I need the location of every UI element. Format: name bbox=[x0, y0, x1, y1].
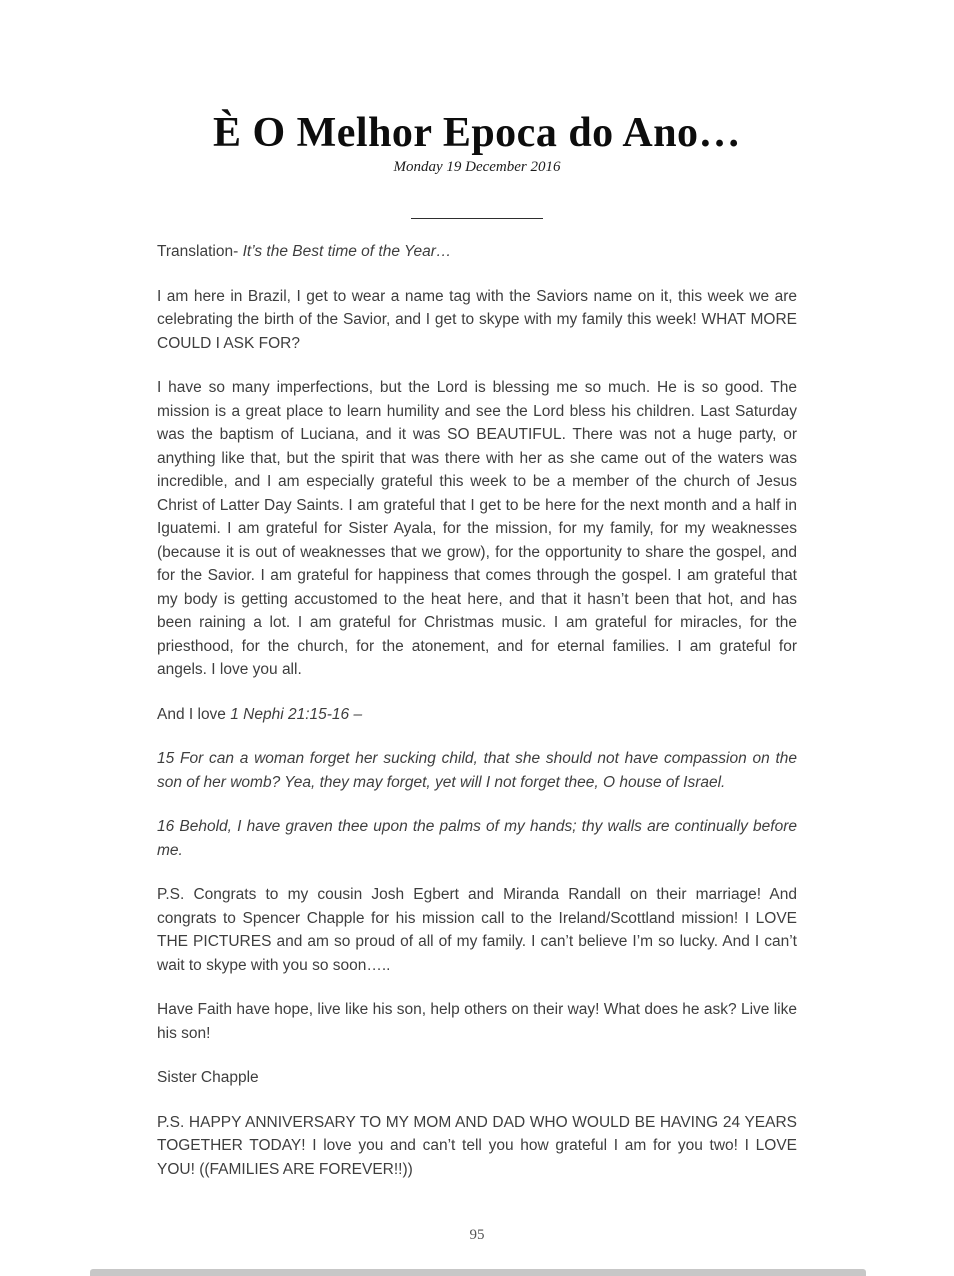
page-edge-shadow bbox=[90, 1269, 866, 1276]
post-body bbox=[157, 240, 797, 1181]
paragraph-verse-15: 15 For can a woman forget her sucking child, that she should not have compassion on the son of her womb? Yea, they may forget, yet will I not forget thee, O house of Israel. bbox=[157, 750, 797, 791]
nephi-label: And I love bbox=[157, 705, 231, 723]
post-title: È O Melhor Epoca do Ano… bbox=[212, 110, 742, 156]
paragraph-faith: Have Faith have hope, live like his son, help others on their way! What does he ask? Live like his son! bbox=[157, 1001, 797, 1042]
paragraph-brazil: I am here in Brazil, I get to wear a name tag with the Saviors name on it, this week we are celebrating the birth of the Savior, and I get to skype with my family this week! WHAT MORE COULD I ASK FOR? bbox=[157, 287, 797, 352]
paragraph-signature: Sister Chapple bbox=[157, 1069, 259, 1087]
nephi-reference: 1 Nephi 21:15-16 – bbox=[230, 705, 363, 723]
translation-italic-text: It’s the Best time of the Year… bbox=[242, 243, 452, 261]
page-number: 95 bbox=[469, 1227, 485, 1243]
paragraph-nephi-intro bbox=[157, 703, 797, 727]
translation-label: Translation- bbox=[157, 243, 243, 261]
post-date: Monday 19 December 2016 bbox=[393, 159, 561, 176]
paragraph-verse-16: 16 Behold, I have graven thee upon the palms of my hands; thy walls are continually before me. bbox=[157, 818, 797, 859]
paragraph-gratitude: I have so many imperfections, but the Lord is blessing me so much. He is so good. The mission is a great place to learn humility and see the Lord bless his children. Last Saturday was the baptism of Luciana, and it was SO BEAUTIFUL. There was not a huge party, or anything like that, but the spirit that was there with her as she came out of the waters was incredible, and I am especially grateful this week to be a member of the church of Jesus Christ of Latter Day Saints. I am grateful that I get to be here for the next month and a half in Iguatemi. I am grateful for Sister Ayala, for the mission, for my family, for my weaknesses (because it is out of weaknesses that we grow), for the opportunity to share the gospel, and for the Savior. I am grateful for happiness that comes through the gospel. I am grateful that my body is getting accustomed to the heat here, and that it hasn’t been that hot, and has been raining a lot. I am grateful for Christmas music. I am grateful for miracles, for the priesthood, for the church, for the atonement, and for eternal families. I am grateful for angels. I love you all. bbox=[157, 379, 797, 679]
paragraph-translation bbox=[157, 240, 797, 264]
paragraph-anniversary: P.S. HAPPY ANNIVERSARY TO MY MOM AND DAD WHO WOULD BE HAVING 24 YEARS TOGETHER TODAY! I love you and can’t tell you how grateful I am for you two! I LOVE YOU! ((FAMILIES ARE FOREVER!!)) bbox=[157, 1113, 797, 1178]
paragraph-congrats: P.S. Congrats to my cousin Josh Egbert and Miranda Randall on their marriage! And congrats to Spencer Chapple for his mission call to the Ireland/Scottland mission! I LOVE THE PICTURES and am so proud of all of my family. I can’t believe I’m so lucky. And I can’t wait to skype with you so soon….. bbox=[157, 886, 797, 974]
page-content bbox=[157, 0, 797, 1181]
title-divider bbox=[411, 218, 543, 219]
